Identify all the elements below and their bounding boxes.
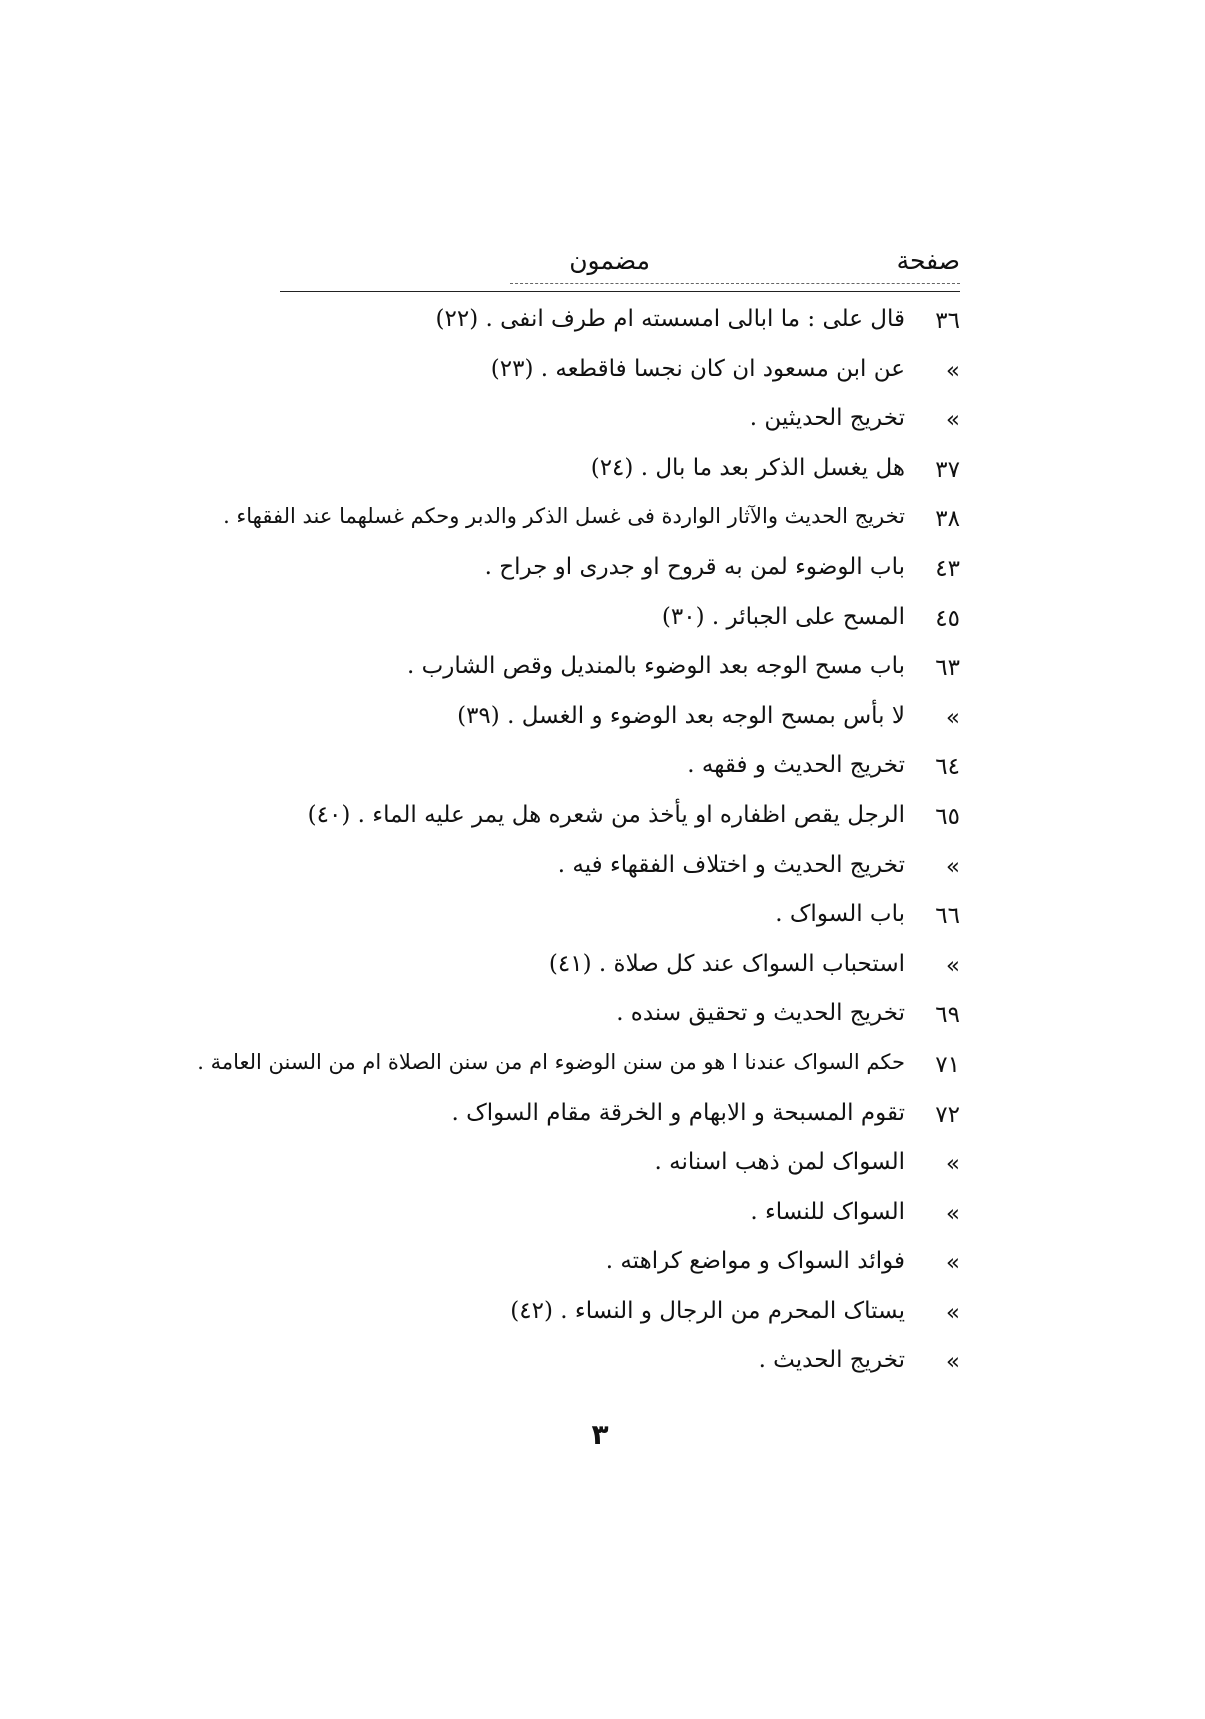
entry-page-number: » (945, 1349, 960, 1376)
toc-entry (280, 1298, 960, 1348)
toc-entry (280, 1000, 960, 1050)
entry-page-number: » (945, 704, 960, 731)
entry-page-number: ٦٦ (935, 903, 960, 930)
toc-entry (280, 1347, 960, 1397)
entry-title: تخریج الحدیث والآثار الواردة فی غسل الذکر والدبر وحکم غسلهما عند الفقهاء . (223, 504, 905, 529)
entry-page-number: » (945, 1250, 960, 1277)
entry-title: تخریج الحدیث و اختلاف الفقهاء فیه . (557, 851, 905, 878)
toc-entry (223, 504, 960, 554)
entry-title: المسح علی الجبائر . (٣٠) (661, 603, 905, 630)
entry-title: یستاک المحرم من الرجال و النساء . (٤٢) (510, 1297, 905, 1324)
toc-entry (280, 1199, 960, 1249)
entry-page-number: ٣٦ (935, 308, 960, 334)
table-of-contents (197, 306, 960, 1397)
entry-page-number: ٦٣ (935, 655, 960, 682)
entry-page-number: ٦٩ (935, 1002, 960, 1029)
entry-page-number: » (945, 407, 960, 434)
entry-page-number: » (945, 952, 960, 979)
entry-page-number: » (945, 1299, 960, 1326)
toc-entry (280, 1100, 960, 1150)
toc-entry (197, 1049, 960, 1100)
page-column-heading: صفحة (896, 246, 960, 275)
entry-page-number: » (945, 357, 960, 384)
toc-entry (280, 703, 960, 753)
toc-entry (280, 752, 960, 802)
entry-title: هل یغسل الذکر بعد ما بال . (٢٤) (590, 454, 905, 481)
entry-title: السواک للنساء . (750, 1198, 905, 1225)
page-number: ٣ (591, 1418, 609, 1451)
entry-title: تقوم المسبحة و الابهام و الخرقة مقام السواک . (451, 1099, 905, 1126)
entry-title: عن ابن مسعود ان کان نجسا فاقطعه . (٢٣) (490, 355, 905, 382)
entry-title: تخریج الحدیث و فقهه . (687, 752, 905, 779)
entry-page-number: ٤٥ (935, 605, 960, 632)
entry-title: تخریج الحدیثین . (749, 405, 905, 432)
entry-page-number: ٧٢ (935, 1101, 960, 1128)
entry-title: استحباب السواک عند کل صلاة . (٤١) (548, 950, 905, 977)
header-rule (280, 291, 960, 292)
toc-entry (280, 802, 960, 852)
entry-title: باب السواک . (775, 901, 905, 928)
content-column-heading: مضمون (569, 246, 650, 275)
entry-page-number: ٧١ (935, 1051, 960, 1078)
toc-entry (280, 653, 960, 703)
entry-page-number: ٦٤ (935, 754, 960, 781)
toc-entry (280, 951, 960, 1001)
entry-title: تخریج الحدیث . (758, 1347, 905, 1374)
toc-entry (280, 356, 960, 406)
toc-entry (280, 1149, 960, 1199)
entry-title: حکم السواک عندنا ا هو من سنن الوضوء ام من سنن الصلاة ام من السنن العامة . (197, 1049, 905, 1074)
entry-page-number: » (945, 1151, 960, 1178)
entry-page-number: ٤٣ (935, 555, 960, 582)
entry-page-number: » (945, 853, 960, 880)
entry-title: الرجل یقص اظفاره او یأخذ من شعره هل یمر علیه الماء . (٤٠) (307, 801, 905, 828)
entry-page-number: ٦٥ (935, 803, 960, 830)
toc-entry (280, 554, 960, 604)
header-dotted-rule (510, 283, 960, 284)
entry-title: فوائد السواک و مواضع کراهته . (605, 1248, 905, 1275)
entry-title: باب الوضوء لمن به قروح او جدری او جراح . (484, 553, 905, 580)
entry-page-number: » (945, 1200, 960, 1227)
toc-entry (280, 455, 960, 505)
entry-page-number: ٣٧ (935, 456, 960, 483)
entry-title: تخریج الحدیث و تحقیق سنده . (616, 1000, 905, 1027)
toc-entry (280, 852, 960, 902)
toc-entry (280, 1248, 960, 1298)
toc-entry (280, 306, 960, 356)
toc-entry (280, 405, 960, 455)
toc-entry (280, 901, 960, 951)
entry-title: السواک لمن ذهب اسنانه . (654, 1149, 905, 1176)
toc-entry (280, 604, 960, 654)
entry-title: قال علی : ما ابالی امسسته ام طرف انفی . (٢٢) (435, 306, 905, 332)
entry-page-number: ٣٨ (935, 506, 960, 533)
entry-title: لا بأس بمسح الوجه بعد الوضوء و الغسل . (٣٩) (457, 702, 905, 729)
entry-title: باب مسح الوجه بعد الوضوء بالمندیل وقص الشارب . (407, 653, 905, 680)
